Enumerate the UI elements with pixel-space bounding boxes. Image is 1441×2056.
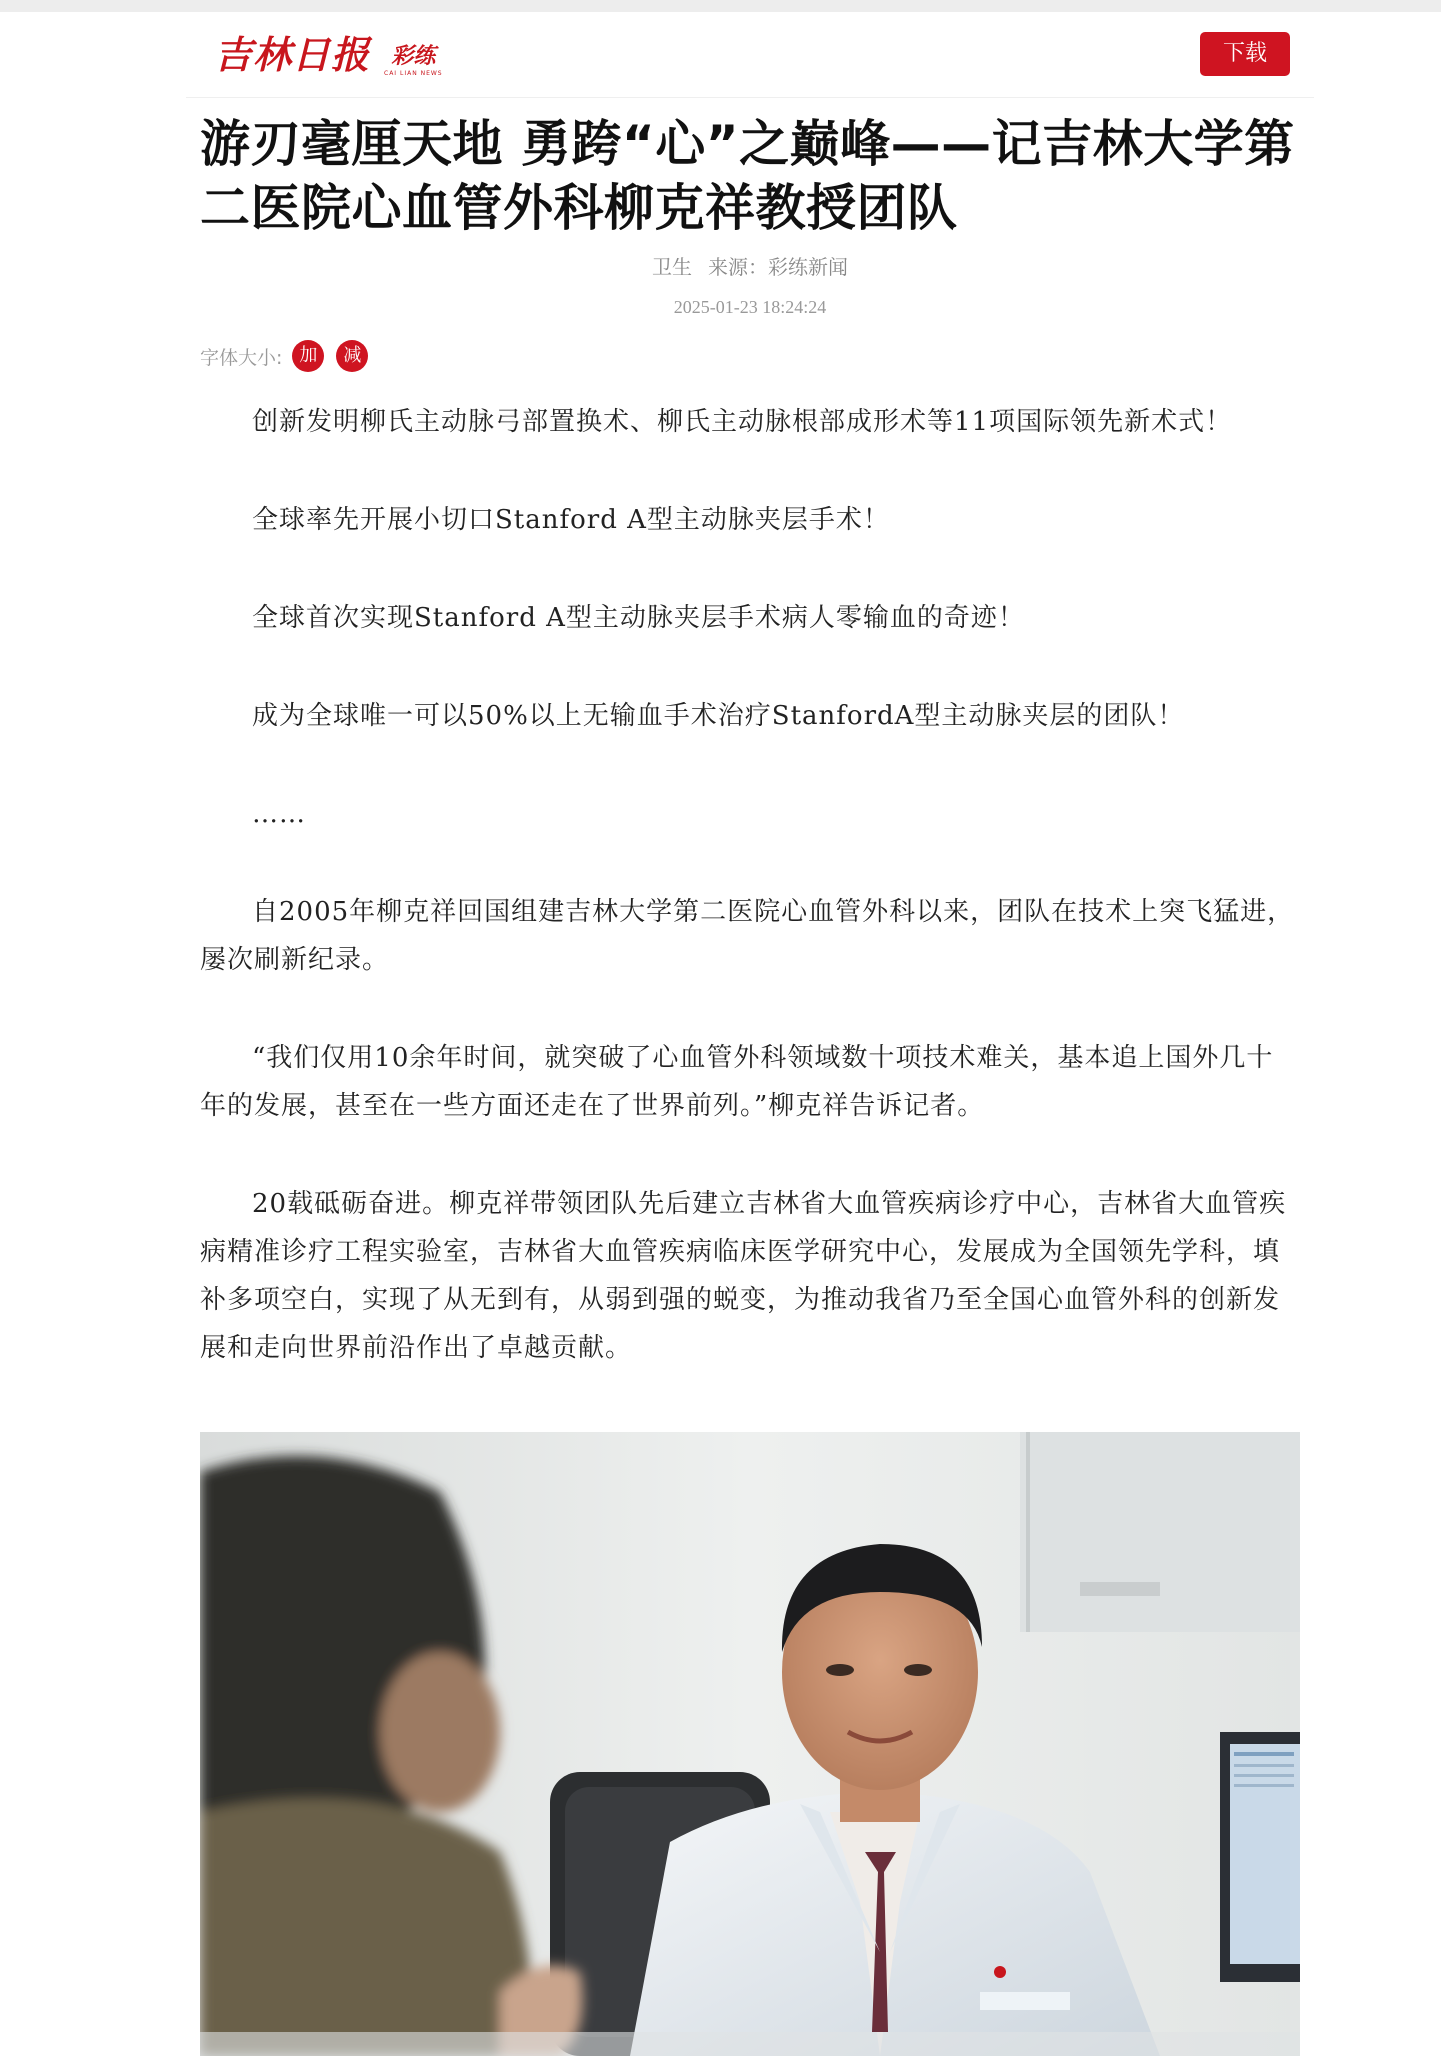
logo-main-text: 吉林日报 [214, 32, 371, 77]
font-decrease-button[interactable]: 减 [336, 340, 368, 372]
article-paragraph: 成为全球唯一可以50%以上无输血手术治疗StanfordA型主动脉夹层的团队！ [252, 701, 1185, 731]
article-paragraph: …… [252, 799, 306, 829]
logo-sub-tiny-text: CAI LIAN NEWS [384, 70, 443, 77]
article-paragraph: 创新发明柳氏主动脉弓部置换术、柳氏主动脉根部成形术等11项国际领先新术式！ [252, 407, 1233, 437]
article-datetime: 2025-01-23 18:24:24 [673, 297, 827, 317]
logo-sub [384, 42, 443, 78]
article-paragraph: 自2005年柳克祥回国组建吉林大学第二医院心血管外科以来，团队在技术上突飞猛进，屡次刷新纪录。 [200, 897, 1295, 975]
site-header [186, 12, 1314, 98]
browser-top-strip [0, 0, 1441, 12]
article-source: 来源：彩练新闻 [708, 255, 848, 279]
article-paragraph: 全球首次实现Stanford A型主动脉夹层手术病人零输血的奇迹！ [252, 603, 1025, 633]
article-category: 卫生 [652, 255, 692, 279]
article-body [200, 398, 1300, 1422]
download-button[interactable]: 下载 [1200, 32, 1290, 76]
article-title: 游刃毫厘天地 勇跨“心”之巅峰——记吉林大学第二医院心血管外科柳克祥教授团队 [200, 115, 1295, 237]
article-paragraph: 20载砥砺奋进。柳克祥带领团队先后建立吉林省大血管疾病诊疗中心，吉林省大血管疾病精准诊疗工程实验室，吉林省大血管疾病临床医学研究中心，发展成为全国领先学科，填补多项空白，实现了从无到有，从弱到强的蜕变，为推动我省乃至全国心血管外科的创新发展和走向世界前沿作出了卓越贡献。 [200, 1189, 1287, 1363]
logo-sub-text: 彩练 [391, 43, 436, 69]
article-paragraph: 全球率先开展小切口Stanford A型主动脉夹层手术！ [252, 505, 890, 535]
article-page [200, 12, 1300, 2044]
doctor-consultation-photo [200, 1432, 1300, 2056]
article-photo[interactable] [200, 1432, 1300, 2056]
site-logo[interactable] [214, 32, 443, 78]
font-size-label: 字体大小: [200, 346, 283, 369]
article-meta [200, 252, 1300, 282]
font-increase-button[interactable]: 加 [292, 340, 324, 372]
article-paragraph: “我们仅用10余年时间，就突破了心血管外科领域数十项技术难关，基本追上国外几十年的发展，甚至在一些方面还走在了世界前列。”柳克祥告诉记者。 [200, 1043, 1274, 1121]
font-size-control [200, 340, 368, 372]
